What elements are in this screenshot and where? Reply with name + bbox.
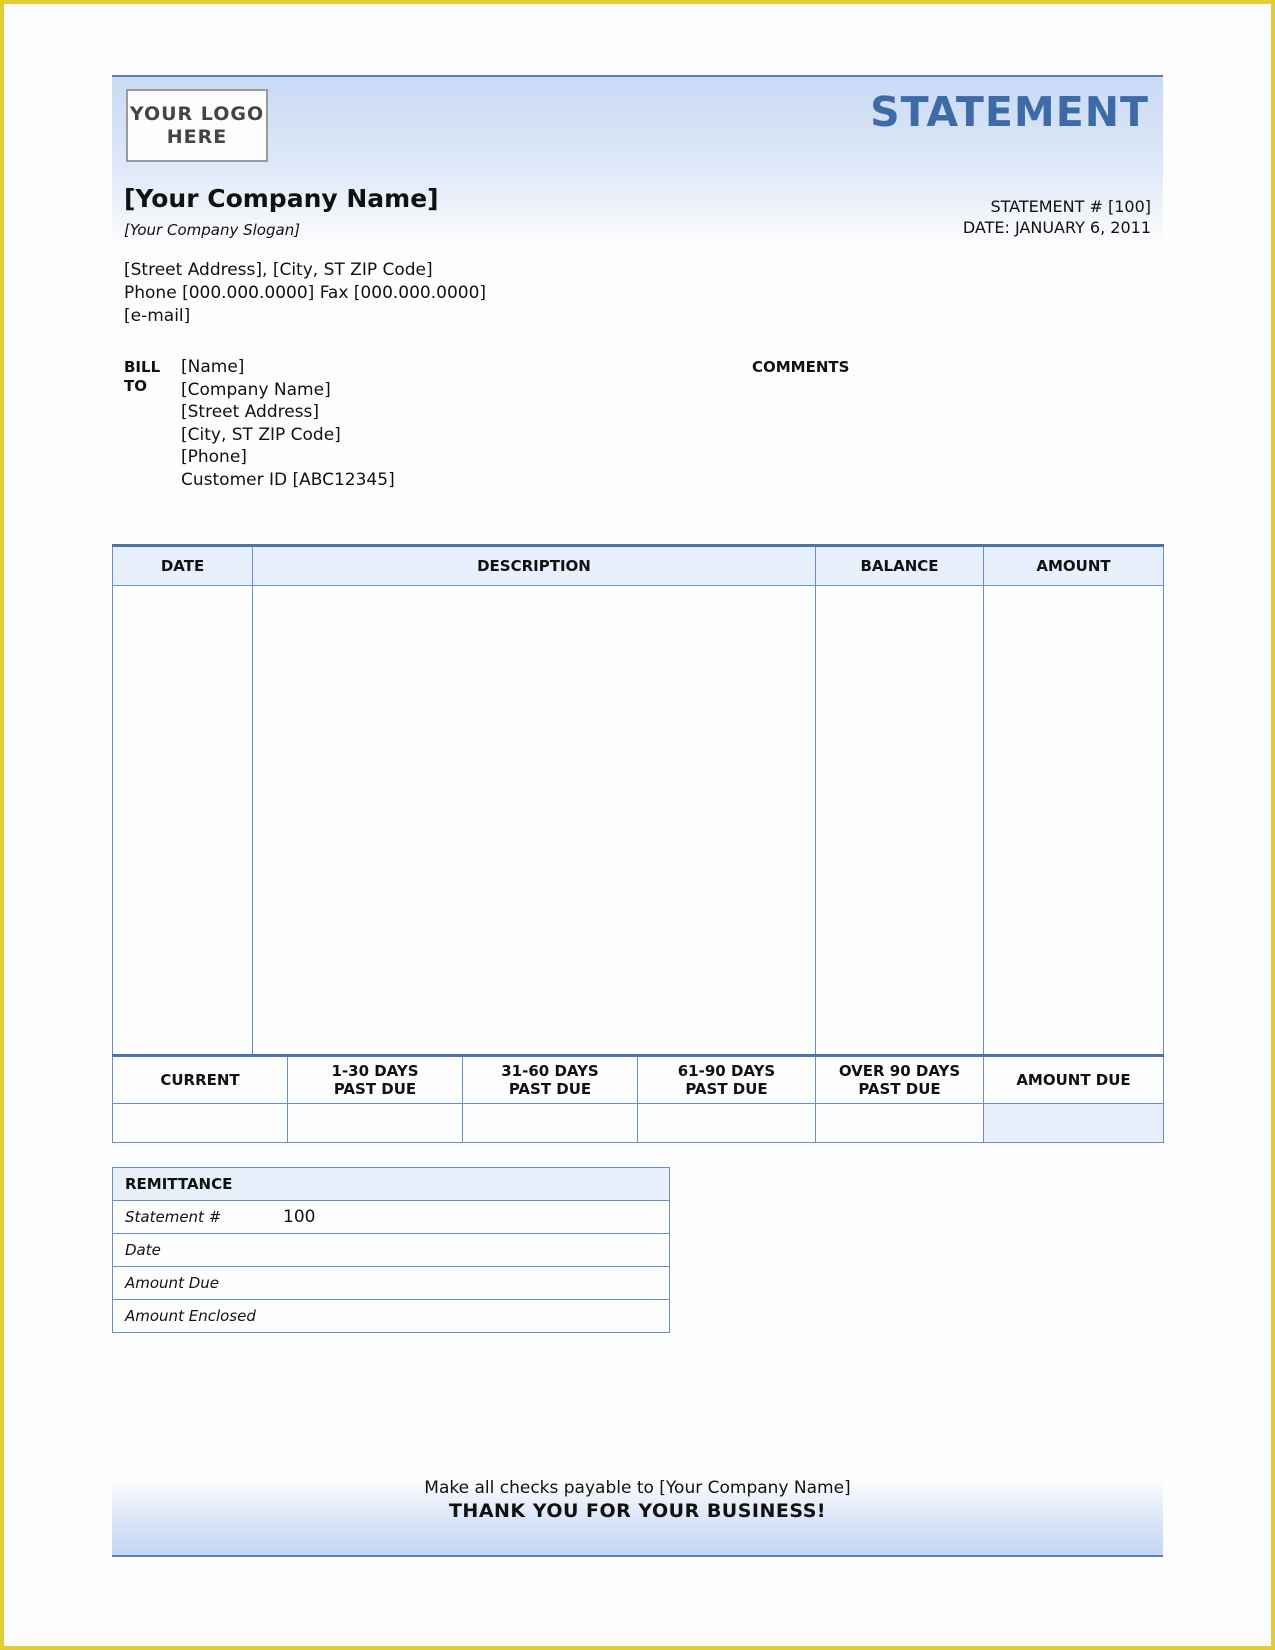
- remittance-row-statement[interactable]: [113, 1201, 670, 1234]
- aging-header-text: AMOUNT DUE: [1016, 1071, 1131, 1089]
- balance-cell[interactable]: [816, 586, 984, 1055]
- remittance-row: [113, 1267, 670, 1300]
- customer-id: Customer ID [ABC12345]: [181, 469, 395, 490]
- aging-table: [112, 1054, 1164, 1143]
- statement-date: DATE: JANUARY 6, 2011: [962, 218, 1151, 237]
- aging-header-text: PAST DUE: [333, 1080, 417, 1098]
- logo-line-1: YOUR LOGO: [129, 102, 265, 125]
- col-header-balance: BALANCE: [816, 546, 984, 586]
- aging-header-amount-due: [984, 1056, 1164, 1104]
- aging-header-61-90: [638, 1056, 816, 1104]
- remittance-row-amount-due[interactable]: [113, 1267, 670, 1300]
- amount-cell[interactable]: [984, 586, 1164, 1055]
- aging-header-text: 61-90 DAYS: [677, 1062, 776, 1080]
- remittance-row: [113, 1201, 670, 1234]
- company-slogan: [Your Company Slogan]: [124, 221, 301, 239]
- aging-header-text: 1-30 DAYS: [331, 1062, 419, 1080]
- aging-header-text: PAST DUE: [685, 1080, 768, 1098]
- bill-label-line-1: BILL: [124, 358, 161, 376]
- bill-to-line: [Name]: [181, 357, 245, 377]
- current-value-cell[interactable]: [113, 1104, 288, 1143]
- remittance-row: [113, 1234, 670, 1267]
- company-name: [Your Company Name]: [124, 184, 439, 213]
- bill-label-line-2: TO: [124, 377, 147, 395]
- table-header-row: [113, 546, 1164, 586]
- past-due-31-60-cell[interactable]: [463, 1104, 638, 1143]
- aging-header-1-30: [288, 1056, 463, 1104]
- bill-to-line: [Street Address]: [181, 402, 320, 422]
- remittance-label: Amount Due: [125, 1274, 219, 1292]
- remittance-label: Date: [125, 1241, 161, 1259]
- past-due-61-90-cell[interactable]: [638, 1104, 816, 1143]
- aging-header-text: PAST DUE: [508, 1080, 592, 1098]
- aging-header-over-90: [816, 1056, 984, 1104]
- bill-to-line: [Company Name]: [181, 379, 331, 400]
- thank-you-message: THANK YOU FOR YOUR BUSINESS!: [448, 1500, 827, 1522]
- aging-header-current: [113, 1056, 288, 1104]
- email: [e-mail]: [124, 306, 191, 326]
- phone-fax: Phone [000.000.0000] Fax [000.000.0000]: [124, 283, 487, 303]
- aging-header-text: PAST DUE: [858, 1080, 941, 1098]
- remittance-title: REMITTANCE: [113, 1168, 670, 1201]
- col-header-date: DATE: [113, 546, 253, 586]
- checks-payable-note: Make all checks payable to [Your Company Name]: [424, 1478, 851, 1498]
- table-body-row: [113, 586, 1164, 1055]
- col-header-amount: AMOUNT: [984, 546, 1164, 586]
- statement-table: [112, 544, 1164, 1055]
- aging-header-text: CURRENT: [160, 1071, 240, 1089]
- past-due-1-30-cell[interactable]: [288, 1104, 463, 1143]
- amount-due-cell[interactable]: [984, 1104, 1164, 1143]
- aging-value-row: [113, 1104, 1164, 1143]
- remittance-table: [112, 1167, 670, 1333]
- col-header-description: DESCRIPTION: [253, 546, 816, 586]
- description-cell[interactable]: [253, 586, 816, 1055]
- comments-label: COMMENTS: [752, 358, 850, 376]
- bill-to-label: [124, 358, 164, 396]
- remittance-row-date[interactable]: [113, 1234, 670, 1267]
- remittance-row: [113, 1300, 670, 1333]
- logo-line-2: HERE: [166, 125, 228, 148]
- statement-number: STATEMENT # [100]: [990, 197, 1151, 216]
- remittance-value: 100: [283, 1207, 316, 1227]
- remittance-label: Statement #: [125, 1208, 222, 1226]
- past-due-over-90-cell[interactable]: [816, 1104, 984, 1143]
- bill-to-block: [181, 356, 395, 491]
- aging-header-text: OVER 90 DAYS: [838, 1062, 961, 1080]
- remittance-label: Amount Enclosed: [125, 1307, 256, 1325]
- aging-header-text: 31-60 DAYS: [501, 1062, 599, 1080]
- bill-to-line: [City, ST ZIP Code]: [181, 424, 341, 445]
- statement-meta: [963, 196, 1151, 238]
- aging-header-row: [113, 1056, 1164, 1104]
- date-cell[interactable]: [113, 586, 253, 1055]
- bill-to-line: [Phone]: [181, 447, 247, 467]
- aging-header-31-60: [463, 1056, 638, 1104]
- logo-placeholder: [126, 89, 268, 162]
- street-address: [Street Address], [City, ST ZIP Code]: [124, 260, 433, 280]
- remittance-row-amount-enclosed[interactable]: [113, 1300, 670, 1333]
- document-title: STATEMENT: [870, 88, 1149, 136]
- company-address-block: [124, 259, 486, 328]
